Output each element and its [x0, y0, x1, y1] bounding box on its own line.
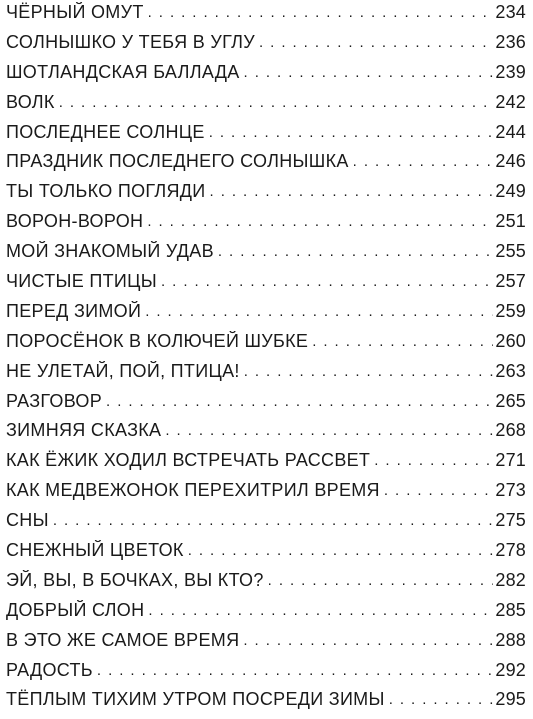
- toc-entry-page: 234: [495, 2, 526, 22]
- toc-entry: [6, 600, 526, 630]
- toc-entry-page: 259: [495, 300, 526, 321]
- toc-entry-title: ШОТЛАНДСКАЯ БАЛЛАДА: [6, 61, 240, 82]
- dot-leader: [148, 603, 493, 618]
- toc-entry-page: 295: [495, 689, 526, 710]
- toc-entry: [6, 689, 526, 719]
- dot-leader: [312, 334, 493, 349]
- toc-entry-title: МОЙ ЗНАКОМЫЙ УДАВ: [6, 241, 214, 262]
- dot-leader: [59, 95, 494, 110]
- toc-entry: [6, 391, 526, 421]
- toc-entry-title: СОЛНЫШКО У ТЕБЯ В УГЛУ: [6, 31, 256, 52]
- dot-leader: [209, 125, 494, 140]
- toc-entry: [6, 540, 526, 570]
- toc-entry-page: 263: [495, 360, 526, 381]
- toc-entry-page: 255: [495, 241, 526, 262]
- toc-entry-title: РАДОСТЬ: [6, 659, 93, 680]
- toc-entry-page: 242: [495, 91, 526, 112]
- toc-entry: [6, 271, 526, 301]
- toc-entry-page: 239: [495, 61, 526, 82]
- dot-leader: [218, 244, 493, 259]
- toc-entry-title: ЭЙ, ВЫ, В БОЧКАХ, ВЫ КТО?: [6, 569, 264, 590]
- toc-entry: [6, 301, 526, 331]
- toc-entry-page: 246: [495, 151, 526, 172]
- toc-entry: [6, 450, 526, 480]
- dot-leader: [259, 35, 493, 50]
- dot-leader: [244, 364, 494, 379]
- toc-entry: [6, 361, 526, 391]
- dot-leader: [384, 483, 494, 498]
- toc-entry-title: ТЁПЛЫМ ТИХИМ УТРОМ ПОСРЕДИ ЗИМЫ: [6, 689, 385, 710]
- dot-leader: [268, 573, 494, 588]
- toc-entry-page: 285: [495, 599, 526, 620]
- toc-entry-page: 282: [495, 569, 526, 590]
- dot-leader: [106, 394, 493, 409]
- toc-entry: [6, 480, 526, 510]
- dot-leader: [165, 423, 493, 438]
- toc-entry: [6, 211, 526, 241]
- toc-entry-page: 251: [495, 211, 526, 232]
- dot-leader: [374, 453, 493, 468]
- toc-entry-title: ПОРОСЁНОК В КОЛЮЧЕЙ ШУБКЕ: [6, 330, 309, 351]
- toc-entry-title: В ЭТО ЖЕ САМОЕ ВРЕМЯ: [6, 629, 240, 650]
- dot-leader: [97, 663, 493, 678]
- toc-entry-title: СНЕЖНЫЙ ЦВЕТОК: [6, 540, 184, 561]
- toc-entry-page: 288: [495, 629, 526, 650]
- toc-entry: [6, 122, 526, 152]
- toc-entry-page: 236: [495, 31, 526, 52]
- dot-leader: [188, 543, 494, 558]
- toc-entry: [6, 660, 526, 690]
- toc-entry-page: 292: [495, 659, 526, 680]
- toc-entry: [6, 420, 526, 450]
- toc-entry: [6, 32, 526, 62]
- toc-entry: [6, 2, 526, 32]
- toc-entry: [6, 62, 526, 92]
- dot-leader: [148, 5, 494, 20]
- toc-entry: [6, 92, 526, 122]
- toc-entry-page: 275: [495, 510, 526, 531]
- toc-entry-page: 244: [495, 121, 526, 142]
- toc-entry: [6, 510, 526, 540]
- toc-entry: [6, 630, 526, 660]
- toc-entry-page: 268: [495, 420, 526, 441]
- toc-entry-page: 273: [495, 480, 526, 501]
- toc-entry-title: СНЫ: [6, 510, 49, 531]
- dot-leader: [210, 184, 494, 199]
- toc-entry-title: ЧЁРНЫЙ ОМУТ: [6, 2, 144, 22]
- toc-entry: [6, 151, 526, 181]
- table-of-contents: [6, 0, 526, 719]
- dot-leader: [389, 692, 494, 707]
- toc-entry-title: ВОЛК: [6, 91, 55, 112]
- toc-entry-title: КАК МЕДВЕЖОНОК ПЕРЕХИТРИЛ ВРЕМЯ: [6, 480, 380, 501]
- toc-entry-title: ЧИСТЫЕ ПТИЦЫ: [6, 271, 157, 292]
- toc-entry-title: НЕ УЛЕТАЙ, ПОЙ, ПТИЦА!: [6, 360, 240, 381]
- toc-entry-title: ДОБРЫЙ СЛОН: [6, 599, 145, 620]
- dot-leader: [53, 513, 494, 528]
- dot-leader: [147, 214, 493, 229]
- dot-leader: [161, 274, 493, 289]
- dot-leader: [145, 304, 493, 319]
- toc-entry-title: ТЫ ТОЛЬКО ПОГЛЯДИ: [6, 181, 206, 202]
- toc-entry-page: 278: [495, 540, 526, 561]
- toc-entry-page: 260: [495, 330, 526, 351]
- toc-entry-page: 257: [495, 271, 526, 292]
- toc-entry-title: КАК ЁЖИК ХОДИЛ ВСТРЕЧАТЬ РАССВЕТ: [6, 450, 371, 471]
- toc-entry: [6, 181, 526, 211]
- dot-leader: [244, 65, 494, 80]
- toc-entry-title: ПЕРЕД ЗИМОЙ: [6, 300, 142, 321]
- toc-entry-title: РАЗГОВОР: [6, 390, 103, 411]
- toc-entry-title: ПОСЛЕДНЕЕ СОЛНЦЕ: [6, 121, 205, 142]
- toc-entry-title: ВОРОН-ВОРОН: [6, 211, 144, 232]
- toc-entry: [6, 241, 526, 271]
- toc-entry-title: ЗИМНЯЯ СКАЗКА: [6, 420, 162, 441]
- toc-entry-title: ПРАЗДНИК ПОСЛЕДНЕГО СОЛНЫШКА: [6, 151, 349, 172]
- toc-entry: [6, 331, 526, 361]
- toc-entry-page: 271: [495, 450, 526, 471]
- toc-entry-page: 265: [495, 390, 526, 411]
- toc-entry: [6, 570, 526, 600]
- dot-leader: [353, 154, 494, 169]
- dot-leader: [243, 633, 493, 648]
- toc-entry-page: 249: [495, 181, 526, 202]
